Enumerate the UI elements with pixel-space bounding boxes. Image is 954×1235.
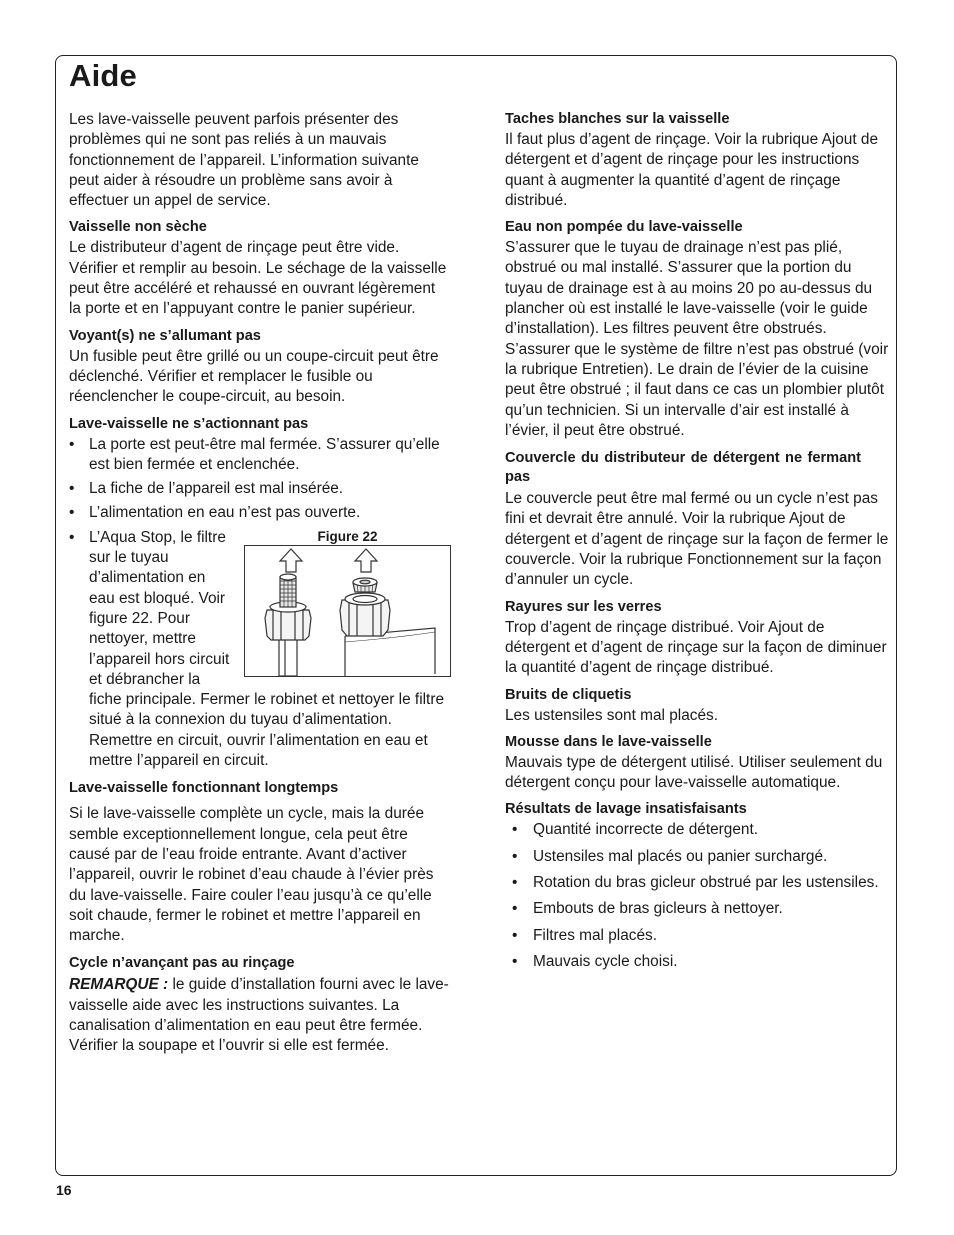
left-column (69, 110, 451, 1057)
text-bruits-cliquetis: Les ustensiles sont mal placés. (505, 706, 719, 724)
list-item: • La fiche de l’appareil est mal insérée. (69, 479, 451, 499)
list-item: • La porte est peut-être mal fermée. S’assurer qu’elle est bien fermée et enclenchée. (69, 435, 451, 476)
note-text: le guide d’installation fourni avec le lave-vaisselle aide avec les instructions suivantes. La canalisation d’alimentation en eau peut être fermée. Vérifier la soupape et l’ouvrir si elle est fermée. (69, 976, 449, 1055)
list-item: • Mauvais cycle choisi. (505, 952, 893, 972)
heading-bruits-cliquetis: Bruits de cliquetis (505, 686, 632, 703)
figure-caption: • Figure 22 (317, 528, 378, 544)
heading-ne-sactionnant-pas: Lave-vaisselle ne s’actionnant pas (69, 415, 309, 432)
heading-taches-blanches: Taches blanches sur la vaisselle (505, 111, 730, 127)
aqua-stop-filter-illustration (245, 546, 450, 676)
aqua-stop-text: L’Aqua Stop, le filtre sur le tuyau d’alimentation en eau est bloqué. Voir figure 22. Pour nettoyer, mettre l’appareil hors circuit et débrancher la fiche principale. Fermer le robinet et nettoyer le filtre situé à la connexion du tuyau d’alimentation. Remettre en circuit, ouvrir l’alimentation en eau et mettre l’appareil en circuit. (89, 528, 444, 770)
right-column (505, 110, 893, 972)
text-mousse: Mauvais type de détergent utilisé. Utiliser seulement du détergent conçu pour lave-vaisselle automatique. (505, 753, 883, 792)
text-vaisselle-non-seche: Le distributeur d’agent de rinçage peut être vide. Vérifier et remplir au besoin. Le séchage de la vaisselle peut être accéléré et rehaussé en ouvrant légèrement la porte et en l’appuyant contre le panier supérieur. (69, 239, 447, 318)
text-taches-blanches: Il faut plus d’agent de rinçage. Voir la rubrique Ajout de détergent et d’agent de rinçage pour les instructions quant à augmenter la quantité d’agent de rinçage distribué. (505, 131, 879, 209)
page-number: 16 (56, 1182, 72, 1198)
heading-voyants: Voyant(s) ne s’allumant pas (69, 327, 261, 344)
text-couvercle-distributeur: Le couvercle peut être mal fermé ou un cycle n’est pas fini et devrait être annulé. Voir la rubrique Ajout de détergent et d’agent de rinçage sur la façon de fermer le couvercle. Voir la rubrique Fonctionnement sur la façon d’annuler un cycle. (505, 490, 889, 589)
list-item: • Embouts de bras gicleurs à nettoyer. (505, 899, 893, 919)
list-item: • Rotation du bras gicleur obstrué par les ustensiles. (505, 873, 893, 893)
heading-rayures-verres: Rayures sur les verres (505, 598, 662, 615)
figure-22 (244, 528, 451, 677)
heading-fonctionnant-longtemps: Lave-vaisselle fonctionnant longtemps (69, 780, 339, 797)
heading-eau-non-pompee: Eau non pompée du lave-vaisselle (505, 219, 743, 236)
text-cycle-rincage (69, 975, 451, 1056)
page-title: Aide (69, 58, 137, 93)
heading-resultats-lavage: Résultats de lavage insatisfaisants (505, 801, 747, 818)
list-ne-sactionnant-pas (69, 435, 451, 772)
list-item: • Ustensiles mal placés ou panier surchargé. (505, 847, 893, 867)
list-item: • Filtres mal placés. (505, 926, 893, 946)
list-item: • L’alimentation en eau n’est pas ouverte. (69, 503, 451, 523)
text-fonctionnant-longtemps: Si le lave-vaisselle complète un cycle, mais la durée semble exceptionnellement longue, cela peut être causé par de l’eau froide entrante. Avant d’activer l’appareil, ouvrir le robinet d’eau chaude à l’évier près du lave-vaisselle. Faire couler l’eau jusqu’à ce qu’elle soit chaude, fermer le robinet et mettre l’appareil en marche. (69, 805, 434, 945)
heading-cycle-rincage: Cycle n’avançant pas au rinçage (69, 955, 295, 972)
list-resultats-lavage (505, 820, 893, 972)
text-eau-non-pompee: S’assurer que le tuyau de drainage n’est pas plié, obstrué ou mal installé. S’assurer que la portion du tuyau de drainage est à au moins 20 po au-dessus du plancher où est installé le lave-vaisselle (voir le guide d’installation). Les filtres peuvent être obstrués. S’assurer que le système de filtre n’est pas obstrué (voir la rubrique Entretien). Le drain de l’évier de la cuisine peut être obstrué ; il faut dans ce cas un plombier plutôt qu’un technicien. Si un intervalle d’air est installé à l’évier, il peut être obstrué. (505, 239, 889, 439)
intro-paragraph: Les lave-vaisselle peuvent parfois présenter des problèmes qui ne sont pas reliés à un mauvais fonctionnement de l’appareil. L’information suivante peut aider à résoudre un problème sans avoir à effectuer un appel de service. (69, 111, 419, 210)
figure-image (244, 545, 451, 677)
text-rayures-verres: Trop d’agent de rinçage distribué. Voir Ajout de détergent et d’agent de rinçage sur la façon de diminuer la quantité d’agent de rinçage distribué. (505, 618, 887, 677)
text-voyants: Un fusible peut être grillé ou un coupe-circuit peut être déclenché. Vérifier et remplacer le fusible ou réenclencher le coupe-circuit, au besoin. (69, 347, 439, 406)
list-item-aqua-stop (69, 528, 451, 772)
heading-couvercle-distributeur: Couvercle du distributeur de détergent ne fermant pas (505, 450, 861, 486)
heading-vaisselle-non-seche: Vaisselle non sèche (69, 219, 207, 236)
heading-mousse: Mousse dans le lave-vaisselle (505, 733, 712, 750)
list-item: • Quantité incorrecte de détergent. (505, 820, 893, 840)
note-label: REMARQUE : (69, 976, 169, 994)
